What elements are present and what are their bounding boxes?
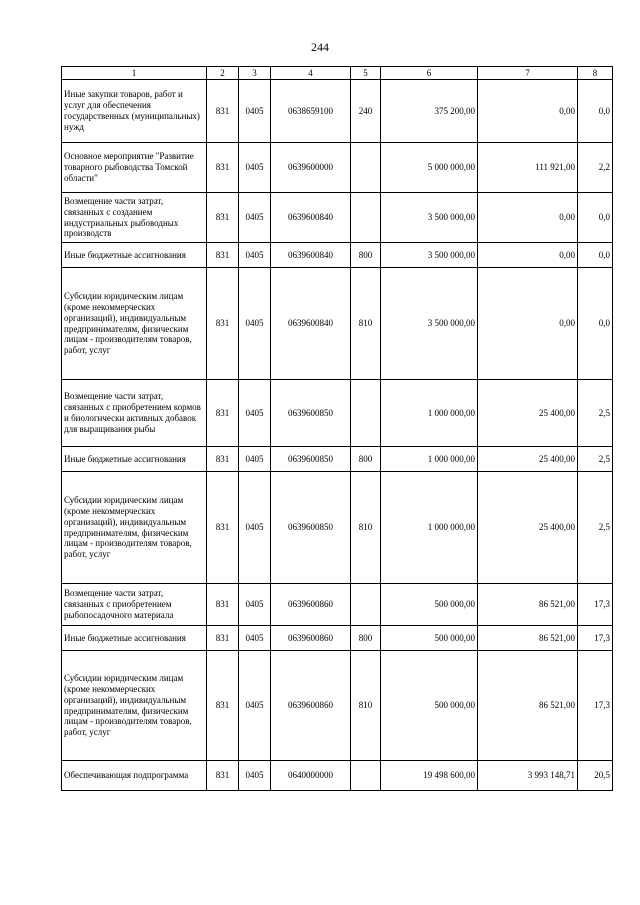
grbs-code: 831 — [207, 268, 239, 380]
planned-amount: 500 000,00 — [381, 651, 478, 761]
table-row — [62, 380, 613, 447]
actual-amount: 86 521,00 — [478, 626, 578, 651]
row-name: Основное мероприятие "Развитие товарного рыбоводства Томской области" — [62, 143, 207, 193]
execution-percent: 17,3 — [578, 626, 613, 651]
planned-amount: 500 000,00 — [381, 626, 478, 651]
section-code: 0405 — [239, 143, 271, 193]
table-row — [62, 243, 613, 268]
table-row — [62, 193, 613, 243]
row-name: Субсидии юридическим лицам (кроме некоммерческих организаций), индивидуальным предпринимателям, физическим лицам - производителям товаров, работ, услуг — [62, 651, 207, 761]
page-number: 244 — [311, 40, 329, 54]
target-article-code: 0638659100 — [271, 80, 351, 143]
planned-amount: 375 200,00 — [381, 80, 478, 143]
expense-type-code: 800 — [351, 447, 381, 472]
column-header-7: 7 — [478, 67, 578, 80]
row-name: Возмещение части затрат, связанных с созданием индустриальных рыбоводных производств — [62, 193, 207, 243]
expense-type-code: 800 — [351, 626, 381, 651]
actual-amount: 25 400,00 — [478, 447, 578, 472]
column-header-8: 8 — [578, 67, 613, 80]
planned-amount: 5 000 000,00 — [381, 143, 478, 193]
budget-table — [61, 66, 613, 791]
column-header-4: 4 — [271, 67, 351, 80]
expense-type-code — [351, 193, 381, 243]
section-code: 0405 — [239, 80, 271, 143]
section-code: 0405 — [239, 584, 271, 626]
actual-amount: 111 921,00 — [478, 143, 578, 193]
execution-percent: 2,5 — [578, 472, 613, 584]
grbs-code: 831 — [207, 651, 239, 761]
grbs-code: 831 — [207, 447, 239, 472]
planned-amount: 1 000 000,00 — [381, 380, 478, 447]
table-body — [62, 80, 613, 791]
execution-percent: 0,0 — [578, 268, 613, 380]
column-header-5: 5 — [351, 67, 381, 80]
grbs-code: 831 — [207, 380, 239, 447]
grbs-code: 831 — [207, 80, 239, 143]
grbs-code: 831 — [207, 761, 239, 791]
header-row — [62, 67, 613, 80]
expense-type-code — [351, 380, 381, 447]
grbs-code: 831 — [207, 584, 239, 626]
target-article-code: 0639600850 — [271, 380, 351, 447]
execution-percent: 2,2 — [578, 143, 613, 193]
expense-type-code: 810 — [351, 651, 381, 761]
section-code: 0405 — [239, 472, 271, 584]
column-header-2: 2 — [207, 67, 239, 80]
actual-amount: 0,00 — [478, 268, 578, 380]
row-name: Субсидии юридическим лицам (кроме некоммерческих организаций), индивидуальным предпринимателям, физическим лицам - производителям товаров, работ, услуг — [62, 472, 207, 584]
expense-type-code: 810 — [351, 268, 381, 380]
planned-amount: 19 498 600,00 — [381, 761, 478, 791]
row-name: Возмещение части затрат, связанных с приобретением рыбопосадочного материала — [62, 584, 207, 626]
section-code: 0405 — [239, 243, 271, 268]
actual-amount: 0,00 — [478, 243, 578, 268]
table-row — [62, 626, 613, 651]
row-name: Иные закупки товаров, работ и услуг для обеспечения государственных (муниципальных) нужд — [62, 80, 207, 143]
grbs-code: 831 — [207, 193, 239, 243]
target-article-code: 0639600860 — [271, 651, 351, 761]
execution-percent: 2,5 — [578, 380, 613, 447]
table-row — [62, 472, 613, 584]
section-code: 0405 — [239, 626, 271, 651]
row-name: Возмещение части затрат, связанных с приобретением кормов и биологически активных добавок для выращивания рыбы — [62, 380, 207, 447]
column-header-3: 3 — [239, 67, 271, 80]
table-row — [62, 143, 613, 193]
row-name: Иные бюджетные ассигнования — [62, 243, 207, 268]
planned-amount: 500 000,00 — [381, 584, 478, 626]
target-article-code: 0639600860 — [271, 626, 351, 651]
grbs-code: 831 — [207, 626, 239, 651]
expense-type-code: 800 — [351, 243, 381, 268]
table-row — [62, 584, 613, 626]
planned-amount: 1 000 000,00 — [381, 447, 478, 472]
target-article-code: 0639600850 — [271, 447, 351, 472]
expense-type-code: 810 — [351, 472, 381, 584]
column-header-6: 6 — [381, 67, 478, 80]
execution-percent: 2,5 — [578, 447, 613, 472]
target-article-code: 0639600000 — [271, 143, 351, 193]
row-name: Обеспечивающая подпрограмма — [62, 761, 207, 791]
table-row — [62, 80, 613, 143]
expense-type-code — [351, 584, 381, 626]
planned-amount: 1 000 000,00 — [381, 472, 478, 584]
actual-amount: 3 993 148,71 — [478, 761, 578, 791]
expense-type-code — [351, 143, 381, 193]
section-code: 0405 — [239, 447, 271, 472]
grbs-code: 831 — [207, 243, 239, 268]
execution-percent: 17,3 — [578, 651, 613, 761]
table-row — [62, 268, 613, 380]
execution-percent: 17,3 — [578, 584, 613, 626]
section-code: 0405 — [239, 651, 271, 761]
section-code: 0405 — [239, 268, 271, 380]
execution-percent: 0,0 — [578, 80, 613, 143]
target-article-code: 0639600840 — [271, 193, 351, 243]
actual-amount: 86 521,00 — [478, 651, 578, 761]
actual-amount: 86 521,00 — [478, 584, 578, 626]
row-name: Иные бюджетные ассигнования — [62, 626, 207, 651]
execution-percent: 0,0 — [578, 193, 613, 243]
planned-amount: 3 500 000,00 — [381, 193, 478, 243]
target-article-code: 0639600850 — [271, 472, 351, 584]
target-article-code: 0640000000 — [271, 761, 351, 791]
table-row — [62, 761, 613, 791]
target-article-code: 0639600840 — [271, 268, 351, 380]
section-code: 0405 — [239, 761, 271, 791]
row-name: Иные бюджетные ассигнования — [62, 447, 207, 472]
actual-amount: 25 400,00 — [478, 472, 578, 584]
row-name: Субсидии юридическим лицам (кроме некоммерческих организаций), индивидуальным предпринимателям, физическим лицам - производителям товаров, работ, услуг — [62, 268, 207, 380]
execution-percent: 20,5 — [578, 761, 613, 791]
actual-amount: 0,00 — [478, 193, 578, 243]
planned-amount: 3 500 000,00 — [381, 268, 478, 380]
actual-amount: 25 400,00 — [478, 380, 578, 447]
execution-percent: 0,0 — [578, 243, 613, 268]
expense-type-code — [351, 761, 381, 791]
planned-amount: 3 500 000,00 — [381, 243, 478, 268]
actual-amount: 0,00 — [478, 80, 578, 143]
grbs-code: 831 — [207, 472, 239, 584]
grbs-code: 831 — [207, 143, 239, 193]
table-row — [62, 651, 613, 761]
section-code: 0405 — [239, 380, 271, 447]
table-row — [62, 447, 613, 472]
expense-type-code: 240 — [351, 80, 381, 143]
column-header-1: 1 — [62, 67, 207, 80]
section-code: 0405 — [239, 193, 271, 243]
target-article-code: 0639600860 — [271, 584, 351, 626]
target-article-code: 0639600840 — [271, 243, 351, 268]
